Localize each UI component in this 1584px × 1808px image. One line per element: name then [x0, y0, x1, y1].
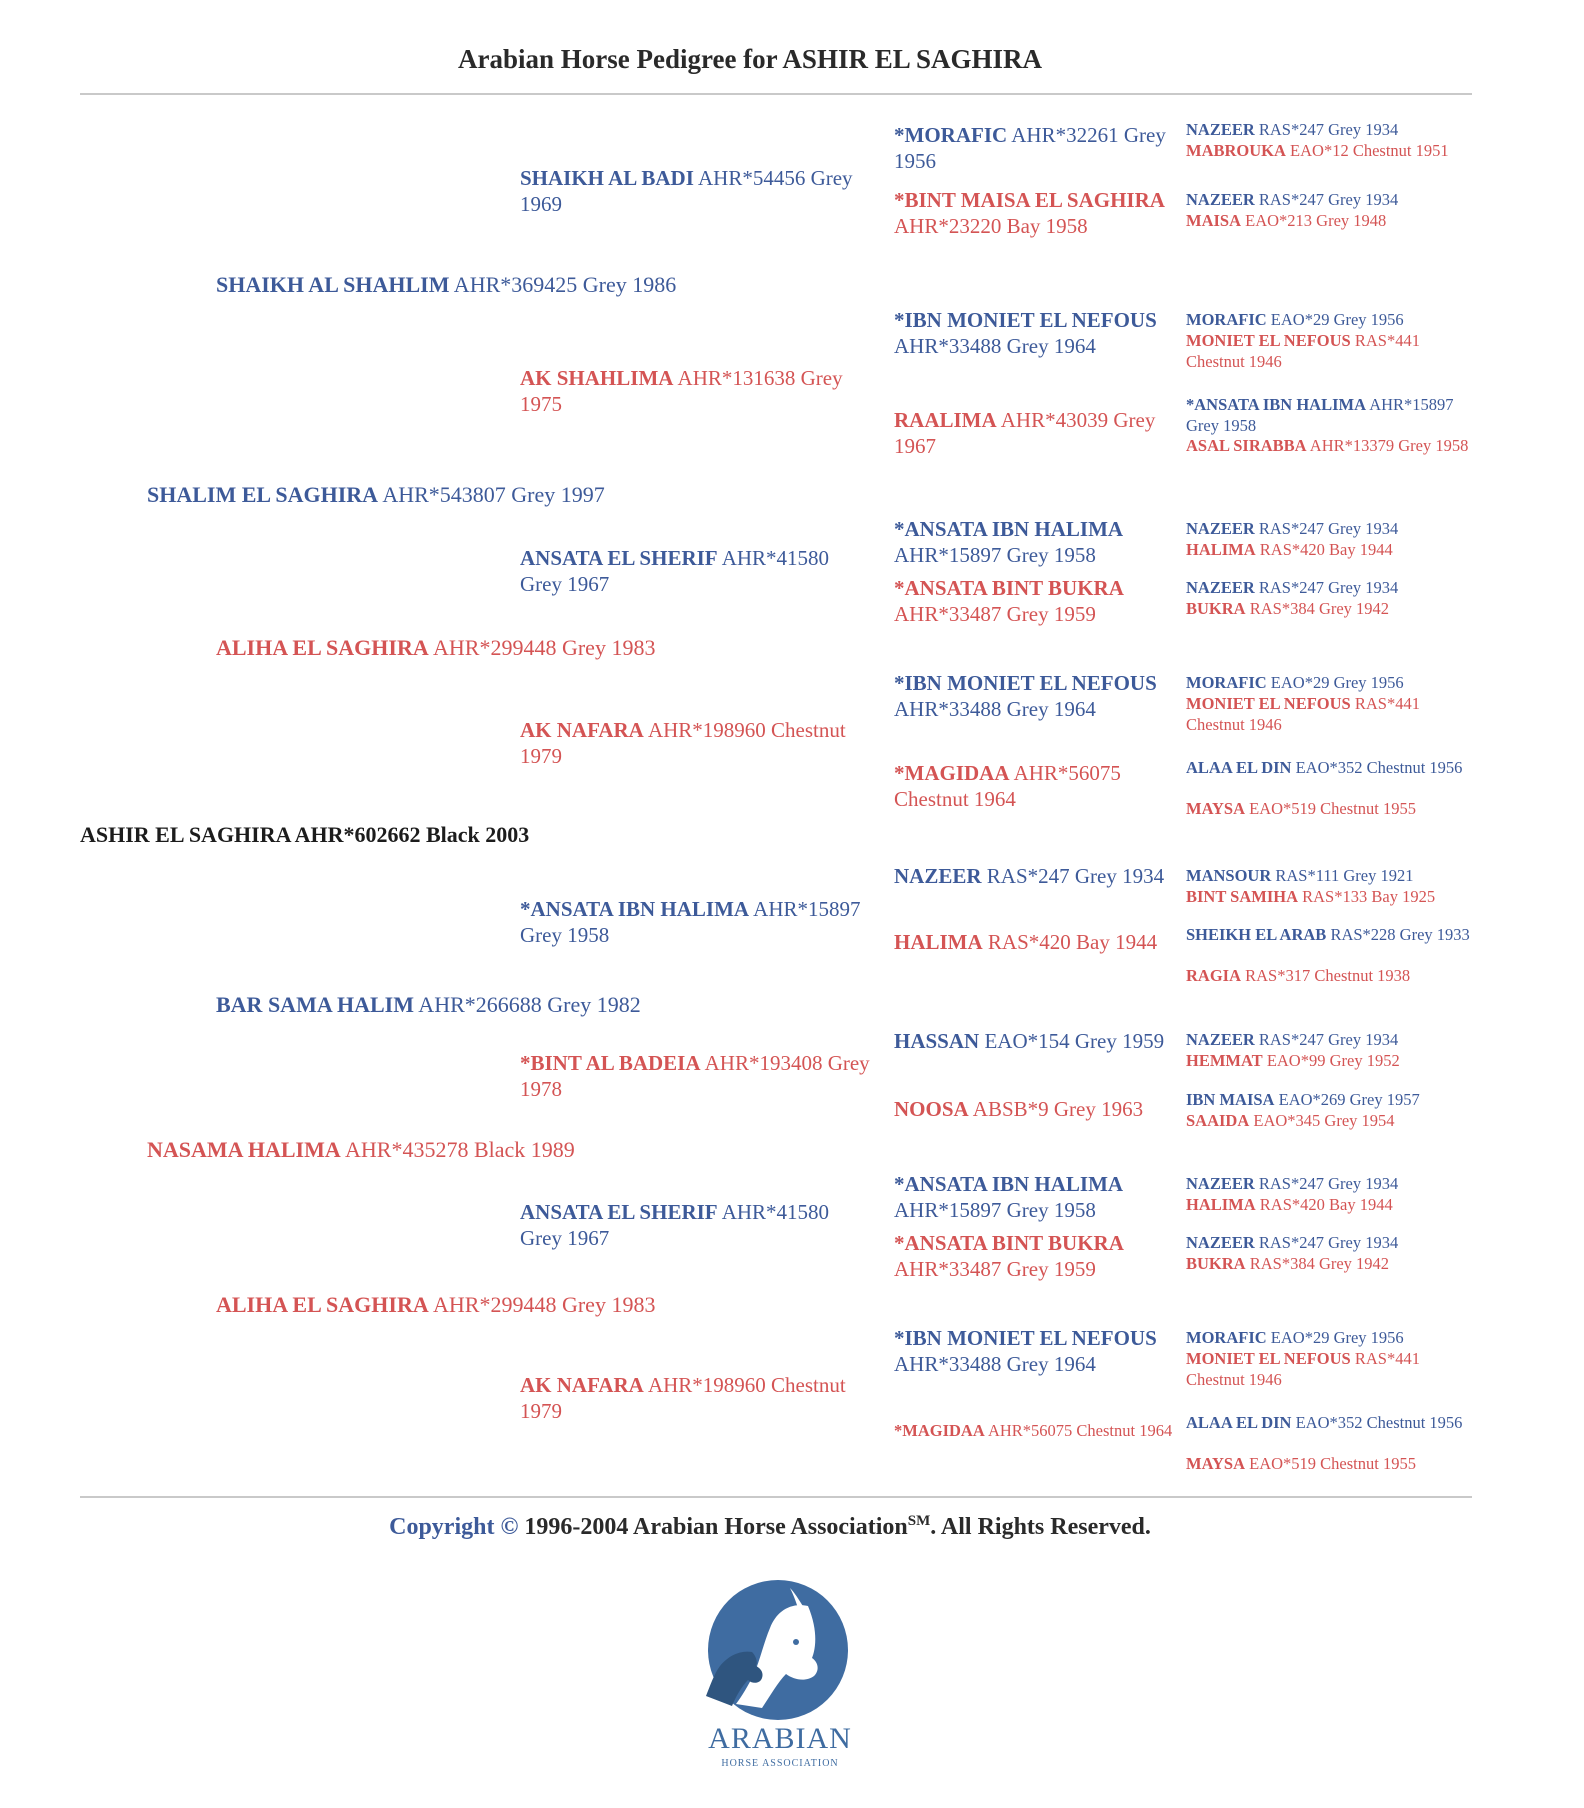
horse-name: MORAFIC [1186, 310, 1267, 329]
horse-name: NAZEER [1186, 1030, 1255, 1049]
gen5-ancestor [1186, 578, 1476, 599]
horse-details: RAS*247 Grey 1934 [1254, 578, 1399, 597]
horse-name: BUKRA [1186, 1254, 1246, 1273]
horse-details: AHR*435278 Black 1989 [340, 1137, 575, 1162]
horse-name: *IBN MONIET EL NEFOUS [894, 671, 1157, 695]
horse-name: HALIMA [1186, 1195, 1256, 1214]
gen3-ancestor [520, 1200, 872, 1251]
gen3-ancestor [520, 718, 872, 769]
horse-details: RAS*228 Grey 1933 [1326, 925, 1470, 944]
horse-name: *ANSATA IBN HALIMA [894, 1172, 1124, 1196]
horse-name: HALIMA [1186, 540, 1256, 559]
horse-details: AHR*23220 Bay 1958 [894, 213, 1088, 238]
page-title: Arabian Horse Pedigree for ASHIR EL SAGHIRA [457, 44, 1043, 74]
horse-name: SHEIKH EL ARAB [1186, 925, 1327, 944]
rights-text: . All Rights Reserved. [930, 1514, 1151, 1540]
gen5-ancestor [1186, 925, 1476, 946]
horse-details: AHR*299448 Grey 1983 [428, 1292, 656, 1317]
gen4-ancestor [894, 761, 1174, 812]
gen5-ancestor [1186, 758, 1476, 779]
dam [147, 1137, 707, 1164]
gen4-ancestor [894, 188, 1174, 239]
horse-details: RAS*247 Grey 1934 [1254, 1233, 1399, 1252]
horse-name: SHAIKH AL SHAHLIM [216, 272, 450, 297]
horse-name: *BINT MAISA EL SAGHIRA [894, 188, 1165, 212]
gen5-ancestor [1186, 331, 1476, 372]
horse-details: RAS*420 Bay 1944 [1255, 540, 1393, 559]
horse-details: EAO*345 Grey 1954 [1249, 1111, 1395, 1130]
horse-name: *MORAFIC [894, 123, 1008, 147]
gen3-ancestor [520, 366, 872, 417]
horse-name: NAZEER [1186, 120, 1255, 139]
horse-name: ASHIR EL SAGHIRA [80, 822, 291, 847]
horse-details: RAS*247 Grey 1934 [1254, 519, 1399, 538]
horse-details: RAS*384 Grey 1942 [1245, 1254, 1390, 1273]
horse-name: NOOSA [894, 1097, 969, 1121]
horse-name: SHAIKH AL BADI [520, 166, 694, 190]
gen5-ancestor [1186, 1254, 1476, 1275]
horse-details: AHR*41580 Grey 1967 [520, 1200, 830, 1250]
gen4-ancestor [894, 864, 1174, 890]
horse-details: RAS*441 Chestnut 1946 [1186, 1349, 1420, 1389]
horse-details: AHR*131638 Grey 1975 [520, 366, 843, 416]
gen5-ancestor [1186, 1090, 1476, 1111]
horse-details: EAO*269 Grey 1957 [1274, 1090, 1420, 1109]
horse-details: EAO*29 Grey 1956 [1266, 310, 1404, 329]
gen4-ancestor [894, 930, 1174, 956]
horse-details: RAS*111 Grey 1921 [1271, 866, 1414, 885]
horse-details: AHR*602662 Black 2003 [290, 822, 530, 847]
horse-details: ABSB*9 Grey 1963 [968, 1097, 1144, 1121]
horse-details: AHR*299448 Grey 1983 [428, 635, 656, 660]
gen5-ancestor [1186, 1233, 1476, 1254]
logo-wordmark: ARABIAN [708, 1722, 852, 1755]
top-divider [80, 93, 1472, 95]
horse-name: NAZEER [1186, 1174, 1255, 1193]
gen5-ancestor [1186, 1030, 1476, 1051]
horse-details: AHR*33488 Grey 1964 [894, 696, 1096, 721]
horse-name: *MAGIDAA [894, 761, 1010, 785]
horse-name: SHALIM EL SAGHIRA [147, 482, 379, 507]
gen4-ancestor [894, 408, 1174, 459]
horse-name: NAZEER [1186, 519, 1255, 538]
gen5-ancestor [1186, 1328, 1476, 1349]
horse-details: AHR*32261 Grey 1956 [894, 123, 1166, 173]
horse-details: RAS*420 Bay 1944 [982, 930, 1158, 954]
horse-name: NASAMA HALIMA [147, 1137, 341, 1162]
horse-details: AHR*369425 Grey 1986 [449, 272, 677, 297]
gen4-ancestor [894, 123, 1174, 174]
gen4-ancestor [894, 1029, 1174, 1055]
horse-name: IBN MAISA [1186, 1090, 1275, 1109]
gen5-ancestor [1186, 1413, 1476, 1434]
logo-subtitle: HORSE ASSOCIATION [721, 1758, 839, 1769]
horse-name: RAALIMA [894, 408, 997, 432]
horse-name: NAZEER [1186, 190, 1255, 209]
horse-name: BAR SAMA HALIM [216, 992, 415, 1017]
gen3-ancestor [520, 1373, 872, 1424]
horse-name: HASSAN [894, 1029, 980, 1053]
horse-details: AHR*198960 Chestnut 1979 [520, 718, 846, 768]
horse-name: *ANSATA BINT BUKRA [894, 1231, 1124, 1255]
dam-sire [216, 992, 736, 1019]
horse-name: MORAFIC [1186, 673, 1267, 692]
gen5-ancestor [1186, 1454, 1476, 1475]
horse-name: MONIET EL NEFOUS [1186, 331, 1351, 350]
horse-details: AHR*33487 Grey 1959 [894, 1256, 1096, 1281]
horse-details: AHR*43039 Grey 1967 [894, 408, 1156, 458]
gen5-ancestor [1186, 141, 1476, 162]
horse-name: MANSOUR [1186, 866, 1272, 885]
horse-details: AHR*266688 Grey 1982 [414, 992, 641, 1017]
gen4-ancestor [894, 576, 1174, 627]
horse-name: *IBN MONIET EL NEFOUS [894, 1326, 1157, 1350]
copyright-years: 1996-2004 Arabian Horse Association [518, 1514, 908, 1540]
horse-details: AHR*15897 Grey 1958 [894, 1197, 1096, 1222]
horse-name: MABROUKA [1186, 141, 1286, 160]
horse-name: *ANSATA IBN HALIMA [520, 897, 750, 921]
gen5-ancestor [1186, 211, 1476, 232]
horse-head-icon [690, 1578, 870, 1788]
horse-details: EAO*352 Chestnut 1956 [1291, 1413, 1463, 1432]
horse-details: AHR*198960 Chestnut 1979 [520, 1373, 846, 1423]
service-mark: SM [907, 1513, 931, 1529]
gen5-ancestor [1186, 599, 1476, 620]
gen4-ancestor [894, 1097, 1174, 1123]
horse-name: SAAIDA [1186, 1111, 1250, 1130]
gen5-ancestor [1186, 190, 1476, 211]
horse-name: MONIET EL NEFOUS [1186, 694, 1351, 713]
gen3-ancestor [520, 166, 872, 217]
horse-details: AHR*33488 Grey 1964 [894, 1351, 1096, 1376]
gen4-ancestor [894, 308, 1174, 359]
horse-details: EAO*29 Grey 1956 [1266, 673, 1404, 692]
gen5-ancestor [1186, 540, 1476, 561]
gen5-ancestor [1186, 519, 1476, 540]
gen5-ancestor [1186, 1111, 1476, 1132]
horse-details: RAS*247 Grey 1934 [981, 864, 1165, 888]
horse-details: RAS*420 Bay 1944 [1255, 1195, 1393, 1214]
horse-name: MAYSA [1186, 799, 1245, 818]
horse-details: AHR*543807 Grey 1997 [378, 482, 605, 507]
horse-details: RAS*247 Grey 1934 [1254, 120, 1399, 139]
gen3-ancestor [520, 546, 872, 597]
horse-name: *ANSATA BINT BUKRA [894, 576, 1124, 600]
horse-name: *MAGIDAA [894, 1421, 985, 1440]
horse-details: AHR*54456 Grey 1969 [520, 166, 853, 216]
gen5-ancestor [1186, 866, 1476, 887]
gen5-ancestor [1186, 310, 1476, 331]
horse-details: EAO*519 Chestnut 1955 [1244, 1454, 1416, 1473]
horse-name: MAYSA [1186, 1454, 1245, 1473]
horse-details: AHR*13379 Grey 1958 [1306, 436, 1469, 455]
horse-details: EAO*12 Chestnut 1951 [1285, 141, 1449, 160]
horse-details: EAO*213 Grey 1948 [1241, 211, 1387, 230]
dam-dam [216, 1292, 736, 1319]
horse-details: RAS*441 Chestnut 1946 [1186, 331, 1420, 371]
horse-name: *BINT AL BADEIA [520, 1051, 701, 1075]
sire-sire [216, 272, 736, 299]
gen5-ancestor [1186, 1051, 1476, 1072]
horse-details: EAO*519 Chestnut 1955 [1244, 799, 1416, 818]
horse-name: AK SHAHLIMA [520, 366, 674, 390]
gen5-ancestor [1186, 1174, 1476, 1195]
horse-name: ALAA EL DIN [1186, 1413, 1292, 1432]
horse-details: AHR*56075 Chestnut 1964 [984, 1421, 1173, 1440]
horse-details: EAO*154 Grey 1959 [979, 1029, 1165, 1053]
horse-details: AHR*33487 Grey 1959 [894, 601, 1096, 626]
gen4-ancestor [894, 671, 1174, 722]
horse-details: RAS*247 Grey 1934 [1254, 190, 1399, 209]
horse-details: AHR*56075 Chestnut 1964 [894, 761, 1121, 811]
gen5-ancestor [1186, 887, 1476, 908]
horse-name: NAZEER [1186, 1233, 1255, 1252]
gen5-ancestor [1186, 673, 1476, 694]
copyright-label: Copyright © [389, 1514, 519, 1540]
horse-name: ALAA EL DIN [1186, 758, 1292, 777]
gen3-ancestor [520, 1051, 872, 1102]
horse-name: NAZEER [894, 864, 982, 888]
horse-details: AHR*193408 Grey 1978 [520, 1051, 870, 1101]
gen5-ancestor [1186, 436, 1476, 457]
horse-details: RAS*441 Chestnut 1946 [1186, 694, 1420, 734]
horse-name: *ANSATA IBN HALIMA [1186, 395, 1366, 414]
gen4-ancestor [894, 1421, 1174, 1442]
horse-details: AHR*33488 Grey 1964 [894, 333, 1096, 358]
horse-details: EAO*99 Grey 1952 [1262, 1051, 1400, 1070]
horse-details: AHR*15897 Grey 1958 [1186, 395, 1454, 435]
horse-name: ALIHA EL SAGHIRA [216, 1292, 429, 1317]
horse-name: AK NAFARA [520, 718, 644, 742]
horse-name: HALIMA [894, 930, 983, 954]
horse-details: EAO*29 Grey 1956 [1266, 1328, 1404, 1347]
horse-name: *ANSATA IBN HALIMA [894, 517, 1124, 541]
horse-details: AHR*15897 Grey 1958 [894, 542, 1096, 567]
horse-name: MONIET EL NEFOUS [1186, 1349, 1351, 1368]
gen4-ancestor [894, 1172, 1174, 1223]
horse-name: *IBN MONIET EL NEFOUS [894, 308, 1157, 332]
horse-name: ANSATA EL SHERIF [520, 1200, 718, 1224]
horse-details: RAS*384 Grey 1942 [1245, 599, 1390, 618]
subject-horse [80, 822, 700, 849]
gen4-ancestor [894, 1231, 1174, 1282]
gen3-ancestor [520, 897, 872, 948]
gen5-ancestor [1186, 1349, 1476, 1390]
gen5-ancestor [1186, 395, 1476, 436]
horse-name: NAZEER [1186, 578, 1255, 597]
gen5-ancestor [1186, 1195, 1476, 1216]
horse-details: AHR*15897 Grey 1958 [520, 897, 861, 947]
gen5-ancestor [1186, 694, 1476, 735]
horse-name: HEMMAT [1186, 1051, 1263, 1070]
horse-name: ASAL SIRABBA [1186, 436, 1307, 455]
gen5-ancestor [1186, 120, 1476, 141]
horse-name: BINT SAMIHA [1186, 887, 1299, 906]
horse-details: RAS*247 Grey 1934 [1254, 1030, 1399, 1049]
gen5-ancestor [1186, 966, 1476, 987]
arabian-horse-association-logo [690, 1578, 870, 1788]
horse-name: MAISA [1186, 211, 1242, 230]
horse-details: AHR*41580 Grey 1967 [520, 546, 830, 596]
horse-details: RAS*247 Grey 1934 [1254, 1174, 1399, 1193]
horse-details: EAO*352 Chestnut 1956 [1291, 758, 1463, 777]
horse-name: RAGIA [1186, 966, 1242, 985]
horse-name: BUKRA [1186, 599, 1246, 618]
bottom-divider [80, 1496, 1472, 1498]
horse-name: ALIHA EL SAGHIRA [216, 635, 429, 660]
sire [147, 482, 707, 509]
horse-name: MORAFIC [1186, 1328, 1267, 1347]
horse-name: AK NAFARA [520, 1373, 644, 1397]
horse-details: RAS*317 Chestnut 1938 [1241, 966, 1411, 985]
copyright-notice [0, 1513, 1540, 1541]
gen4-ancestor [894, 1326, 1174, 1377]
sire-dam [216, 635, 736, 662]
horse-details: RAS*133 Bay 1925 [1298, 887, 1436, 906]
gen5-ancestor [1186, 799, 1476, 820]
horse-name: ANSATA EL SHERIF [520, 546, 718, 570]
gen4-ancestor [894, 517, 1174, 568]
